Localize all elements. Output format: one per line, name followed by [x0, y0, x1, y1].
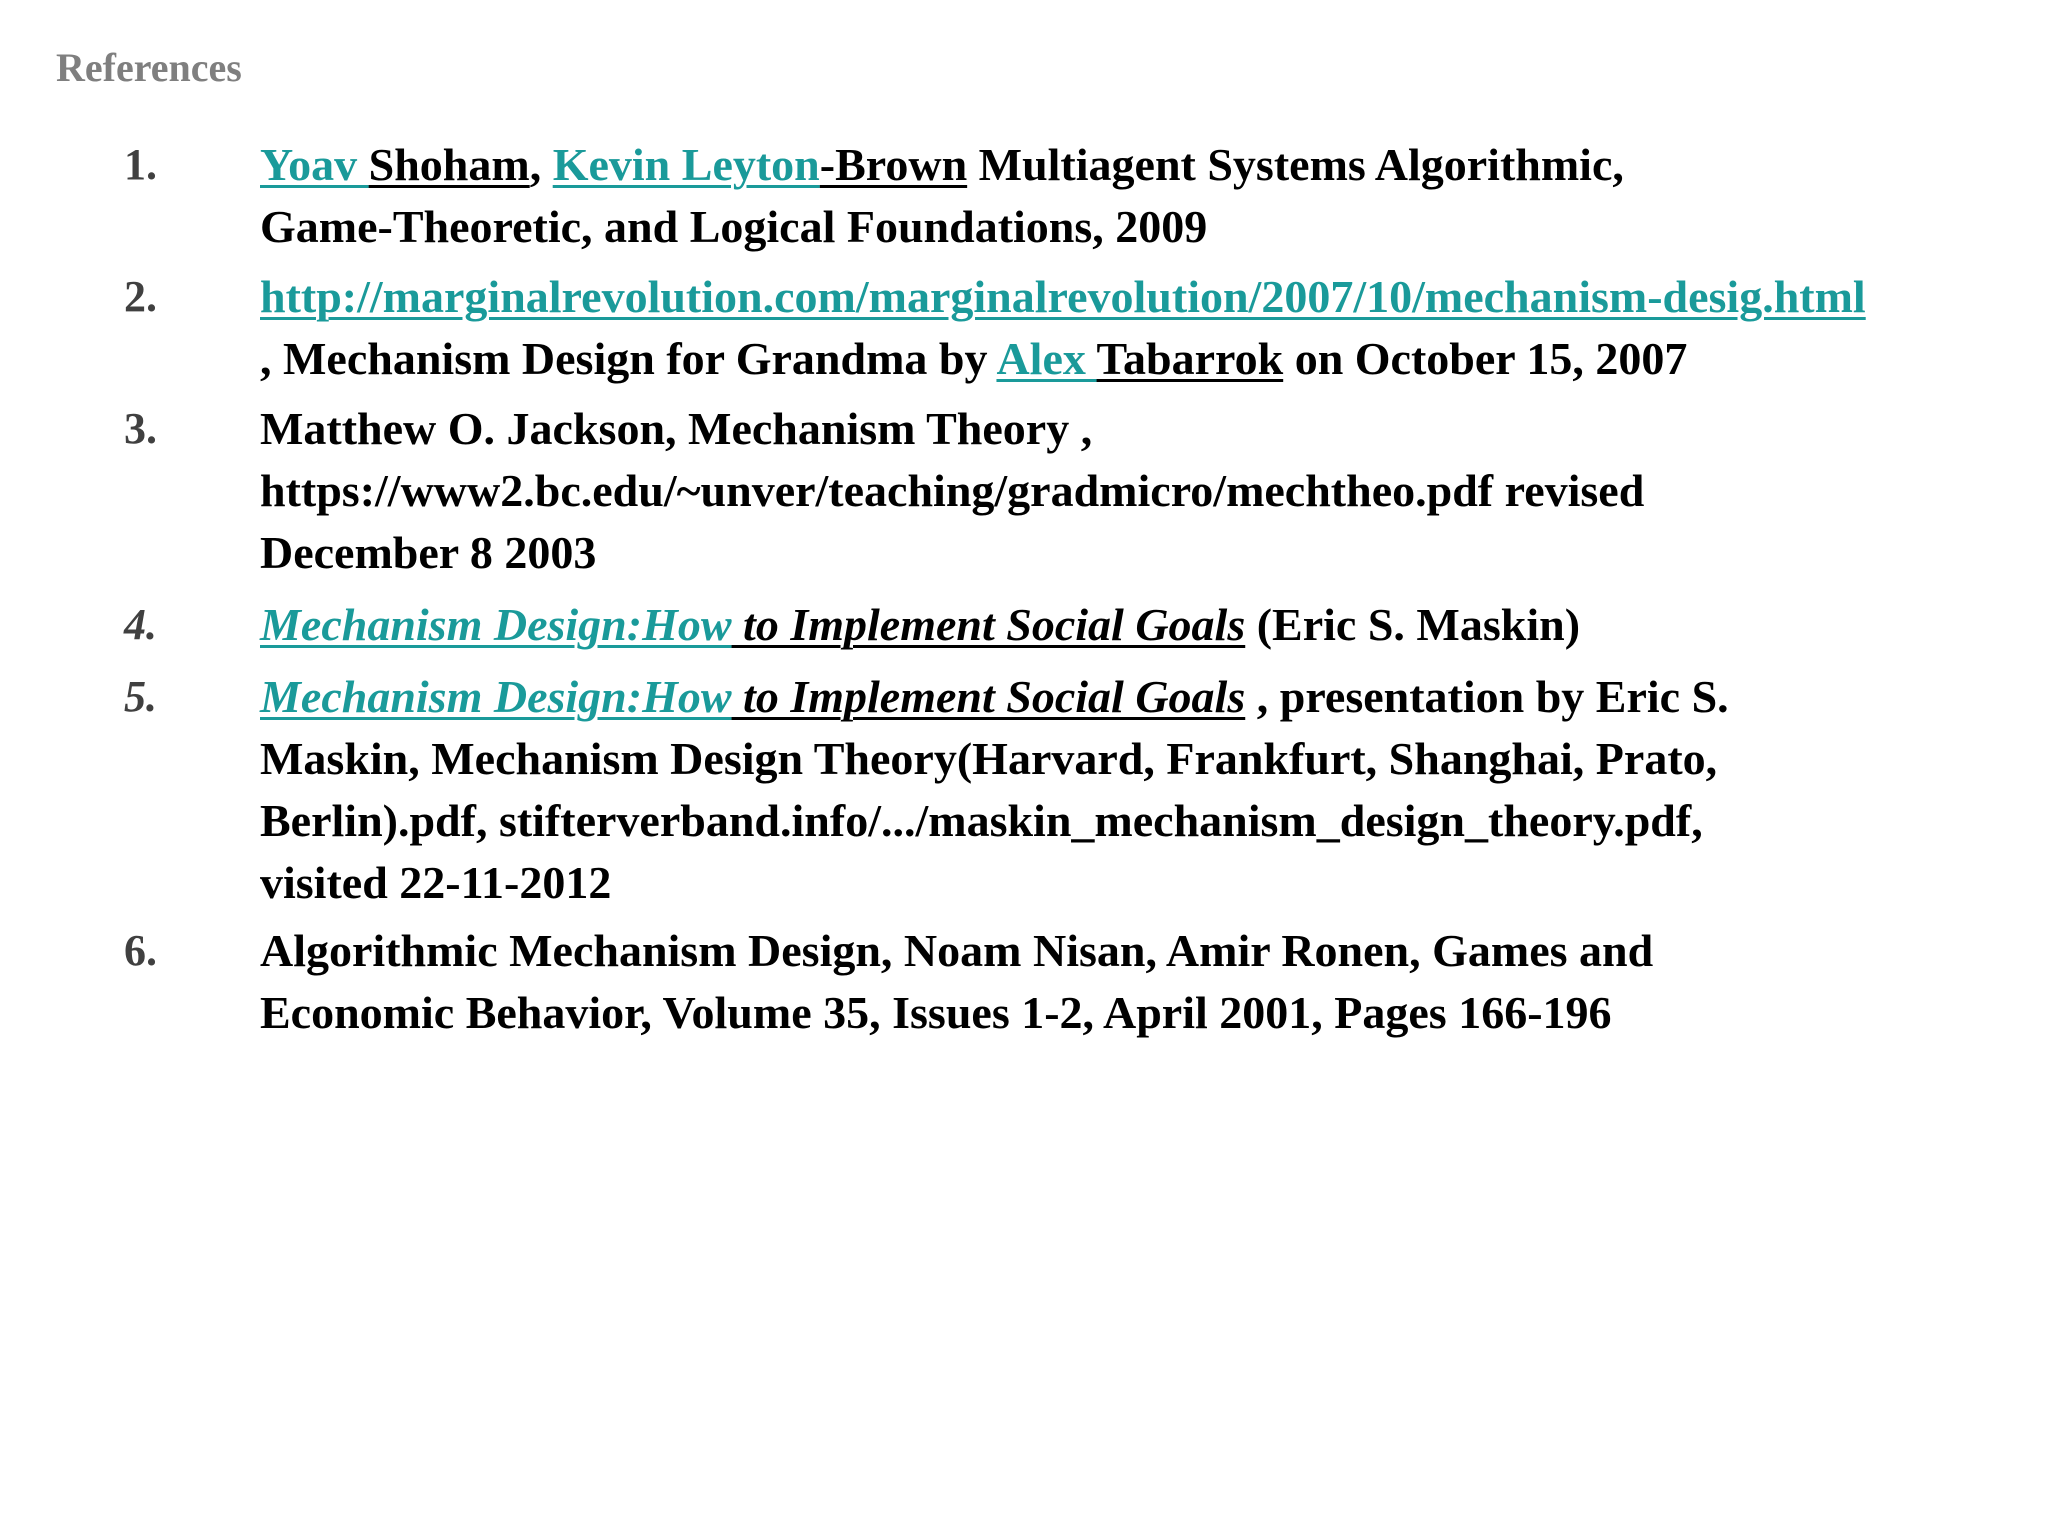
title-link-social-goals[interactable]: to Implement Social Goals	[731, 599, 1246, 650]
title-link-mechanism-design[interactable]: Mechanism Design:How	[260, 671, 732, 722]
author-name-brown[interactable]: -Brown	[819, 139, 968, 190]
reference-line	[260, 266, 2000, 328]
reference-text	[260, 594, 2000, 656]
reference-line: Game-Theoretic, and Logical Foundations, 2009	[260, 201, 1208, 252]
reference-number: 6.	[124, 926, 157, 975]
title-link-mechanism-design[interactable]: Mechanism Design:How	[260, 599, 732, 650]
reference-title: Multiagent Systems Algorithmic,	[967, 139, 1624, 190]
author-link-kevin-leyton[interactable]: Kevin Leyton	[552, 139, 820, 190]
author-link-alex[interactable]: Alex	[996, 333, 1097, 384]
reference-line: Matthew O. Jackson, Mechanism Theory ,	[260, 403, 1093, 454]
reference-number: 4.	[124, 600, 157, 649]
page-title: References	[56, 45, 242, 90]
reference-text	[260, 398, 2000, 584]
reference-line	[260, 666, 2000, 728]
reference-number: 2.	[124, 272, 157, 321]
author-name-shoham[interactable]: Shoham	[368, 139, 530, 190]
author-link-yoav[interactable]: Yoav	[260, 139, 369, 190]
reference-line	[260, 328, 2000, 390]
reference-text	[260, 266, 2000, 390]
reference-line	[260, 594, 2000, 656]
reference-line: visited 22-11-2012	[260, 857, 612, 908]
reference-number: 1.	[124, 140, 157, 189]
reference-text	[260, 666, 2000, 914]
reference-line	[260, 134, 2000, 196]
url-link-marginalrevolution[interactable]: http://marginalrevolution.com/marginalrevolution/2007/10/mechanism-desig.html	[260, 271, 1866, 322]
reference-line: Berlin).pdf, stifterverband.info/.../maskin_mechanism_design_theory.pdf,	[260, 795, 1703, 846]
reference-line: Algorithmic Mechanism Design, Noam Nisan, Amir Ronen, Games and	[260, 925, 1654, 976]
reference-date: on October 15, 2007	[1283, 333, 1688, 384]
title-link-social-goals[interactable]: to Implement Social Goals	[731, 671, 1246, 722]
reference-title: , Mechanism Design for Grandma by	[260, 333, 997, 384]
reference-number: 3.	[124, 404, 157, 453]
reference-line: Maskin, Mechanism Design Theory(Harvard, Frankfurt, Shanghai, Prato,	[260, 733, 1718, 784]
reference-line: https://www2.bc.edu/~unver/teaching/gradmicro/mechtheo.pdf revised	[260, 465, 1645, 516]
reference-line: December 8 2003	[260, 527, 597, 578]
author-name-tabarrok[interactable]: Tabarrok	[1096, 333, 1284, 384]
reference-number: 5.	[124, 672, 157, 721]
reference-line: Economic Behavior, Volume 35, Issues 1-2, April 2001, Pages 166-196	[260, 987, 1612, 1038]
reference-author: (Eric S. Maskin)	[1245, 599, 1581, 650]
reference-author: , presentation by Eric S.	[1245, 671, 1729, 722]
separator: ,	[529, 139, 553, 190]
reference-text	[260, 134, 2000, 258]
reference-text	[260, 920, 2000, 1044]
